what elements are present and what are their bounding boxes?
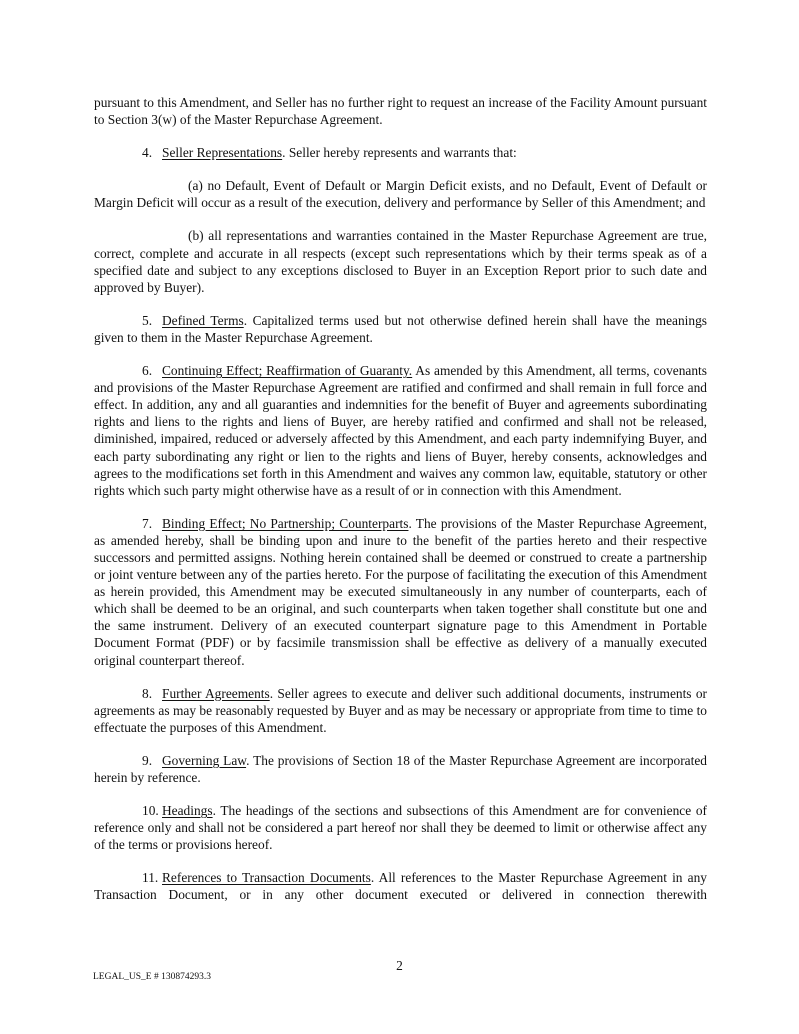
section-6 [94, 362, 707, 499]
section-number: 11. [142, 870, 159, 886]
subsection-label: (a) [188, 178, 203, 194]
section-9: 9. Governing Law. The provisions of Section 18 of the Master Repurchase Agreement are incorporated herein by reference. [94, 752, 707, 785]
section-body: Seller agrees to execute and deliver such additional documents, instruments or agreements as may be reasonably requested by Buyer and as may be necessary or appropriate from time to time to effectuate the purposes of this Amendment. [94, 685, 707, 735]
section-number: 8. [142, 685, 153, 701]
section-11: 11. References to Transaction Documents. All references to the Master Repurchase Agreement in any Transaction Document, or in any other document executed or delivered in connection therewith [94, 870, 708, 903]
document-page [94, 94, 707, 920]
subsection-a [94, 177, 707, 211]
section-body: The provisions of the Master Repurchase Agreement, as amended hereby, shall be binding upon and inure to the benefit of the parties hereto and their respective successors and permitted assigns. Nothing herein contained shall be deemed or construed to create a partnership or joint venture between any of the parties hereto. For the purpose of facilitating the execution of this Amendment as herein provided, this Amendment may be executed simultaneously in any number of counterparts, each of which shall be deemed to be an original, and such counterparts when taken together shall constitute but one and the same instrument. Delivery of an executed counterpart signature page to this Amendment in Portable Document Format (PDF) or by facsimile transmission shall be effective as delivery of a manually executed original counterpart thereof. [94, 515, 707, 668]
subsection-body: all representations and warranties contained in the Master Repurchase Agreement are true, correct, complete and accurate in all respects (except such representations which by their terms speak as of a specified date and subject to any exceptions disclosed to Buyer in an Exception Report prior to such date and approved by Buyer). [94, 228, 707, 295]
subsection-body: no Default, Event of Default or Margin Deficit exists, and no Default, Event of Default or Margin Deficit will occur as a result of the execution, delivery and performance by Seller of this Amendment; and [94, 178, 707, 211]
section-10: 10. Headings. The headings of the sections and subsections of this Amendment are for convenience of reference only and shall not be considered a part hereof nor shall they be deemed to limit or otherwise affect any of the terms or provisions hereof. [94, 803, 707, 853]
section-heading: Governing Law [162, 752, 247, 768]
section-heading: Seller Representations [162, 145, 283, 161]
continuation-paragraph: pursuant to this Amendment, and Seller has no further right to request an increase of the Facility Amount pursuant to Section 3(w) of the Master Repurchase Agreement. [94, 95, 707, 128]
section-number: 10. [142, 803, 159, 819]
section-number: 4. [142, 145, 153, 161]
subsection-label: (b) [188, 228, 204, 244]
section-7: 7. Binding Effect; No Partnership; Counterparts. The provisions of the Master Repurchase Agreement, as amended hereby, shall be binding upon and inure to the benefit of the parties hereto and their respective successors and permitted assigns. Nothing herein contained shall be deemed or construed to create a partnership or joint venture between any of the parties hereto. For the purpose of facilitating the execution of this Amendment as herein provided, this Amendment may be executed simultaneously in any number of counterparts, each of which shall be deemed to be an original, and such counterparts when taken together shall constitute but one and the same instrument. Delivery of an executed counterpart signature page to this Amendment in Portable Document Format (PDF) or by facsimile transmission shall be effective as delivery of a manually executed original counterpart thereof. [94, 515, 707, 668]
section-8: 8. Further Agreements. Seller agrees to execute and deliver such additional documents, instruments or agreements as may be reasonably requested by Buyer and as may be necessary or appropriate from time to time to effectuate the purposes of this Amendment. [94, 685, 707, 735]
section-number: 7. [142, 515, 153, 531]
section-4: 4. Seller Representations. Seller hereby represents and warrants that: [142, 145, 517, 161]
section-body: The headings of the sections and subsections of this Amendment are for convenience of reference only and shall not be considered a part hereof nor shall they be deemed to limit or otherwise affect any of the terms or provisions hereof. [94, 803, 707, 853]
section-heading: Defined Terms [162, 312, 244, 328]
section-number: 9. [142, 752, 153, 768]
section-5: 5. Defined Terms. Capitalized terms used but not otherwise defined herein shall have the meanings given to them in the Master Repurchase Agreement. [94, 312, 707, 345]
section-body: All references to the Master Repurchase Agreement in any Transaction Document, or in any other document executed or delivered in connection therewith [94, 870, 708, 903]
section-body: The provisions of Section 18 of the Master Repurchase Agreement are incorporated herein by reference. [94, 752, 707, 785]
subsection-b [94, 227, 707, 295]
section-number: 5. [142, 312, 153, 328]
section-body: As amended by this Amendment, all terms, covenants and provisions of the Master Repurchase Agreement are ratified and confirmed and shall remain in full force and effect. In addition, any and all guaranties and indemnities for the benefit of Buyer and agreements subordinating rights and liens to the rights and liens of Buyer, are hereby ratified and confirmed and shall not be released, diminished, impaired, reduced or adversely affected by this Amendment, and each party indemnifying Buyer, and each party subordinating any right or lien to the rights and liens of Buyer, hereby consents, acknowledges and agrees to the modifications set forth in this Amendment and waives any common law, equitable, statutory or other rights which such party might otherwise have as a result of or in connection with this Amendment. [94, 363, 707, 498]
section-heading: Continuing Effect; Reaffirmation of Guaranty. [162, 363, 413, 379]
section-heading: References to Transaction Documents [162, 870, 371, 886]
section-number: 6. [142, 363, 153, 379]
document-id: LEGAL_US_E # 130874293.3 [93, 972, 211, 982]
section-body: Capitalized terms used but not otherwise defined herein shall have the meanings given to them in the Master Repurchase Agreement. [94, 312, 707, 345]
section-heading: Further Agreements [162, 685, 270, 701]
section-body: Seller hereby represents and warrants that: [285, 145, 517, 161]
section-heading: Headings [162, 803, 213, 819]
page-number: 2 [396, 958, 403, 973]
section-heading: Binding Effect; No Partnership; Counterparts [162, 515, 409, 531]
